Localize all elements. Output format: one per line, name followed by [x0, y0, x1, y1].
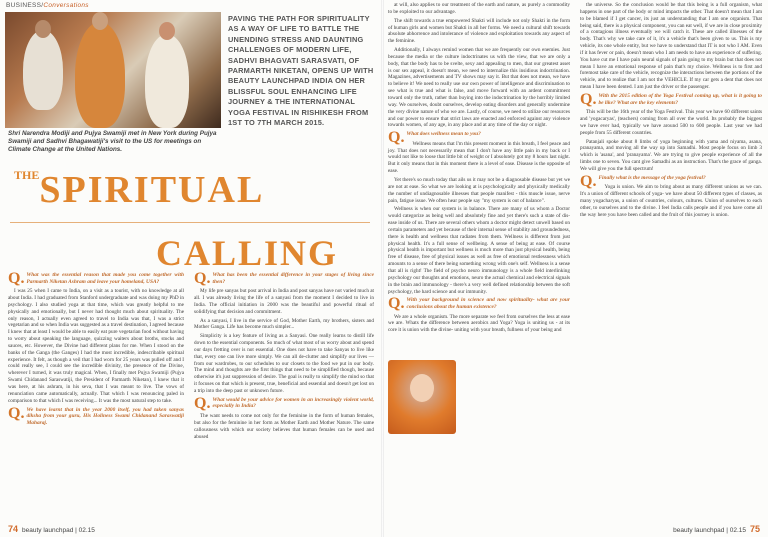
question-mark-glyph: Q. — [388, 295, 405, 313]
photo-figure — [145, 34, 189, 128]
photo-figure-head — [159, 22, 175, 40]
question-text: Finally what is the message of the yoga festival? — [598, 174, 706, 181]
answer-paragraph: Simplicity is a key feature of living as a Sanyasi. One really learns to distill life down to the essential components. So much of what most of us worry about and spend our days fretting over is not essential. One does not have to take Sanyas to live like that, every one can live more simply. We can all de-clutter and simplify our lives — from our wardrobes, to our schedules to our closets to the food we put in our body. The mind and thoughts are the first things that need to be simplified though, because otherwise it's just suppression of desire. The goal is really to simplify the mind so that it focuses on that which is present, true, beneficial and essential and doesn't get lost on a trip into the deep past or unknown future. — [194, 333, 374, 394]
interview-question — [194, 272, 374, 285]
section-label — [6, 2, 89, 9]
answer-paragraph: at will, also applies to our treatment of the earth and nature, as purely a commodity to be exploited to our advantage. — [388, 2, 570, 15]
photo-figure — [75, 22, 125, 128]
left-footer — [4, 524, 95, 534]
sadhvi-portrait-photo — [388, 360, 456, 434]
left-column-1 — [8, 270, 184, 429]
answer-paragraph: Yoga is union. We aim to bring about as many different unions as we can. It's a union of different schools of yoga- we have about 50 different types of classes, as many yogacharyas, a union of countries, colours, cultures. Union of ourselves to each other, to ourselves and to the divine. I feel India calls people and if you have come all the way here you have been called and the fruit of this journey is union. — [580, 184, 762, 218]
question-mark-glyph: Q. — [580, 90, 597, 108]
title-line-2: CALLING — [156, 233, 339, 273]
answer-paragraph: My life pre sanyas but post arrival in India and post sanyas have not varied much at all. I was already living the life of a sanyasi from the moment I decided to live in India. The official initiation in 2000 was the beautiful and powerful ritual of solidifying that decision and commitment. — [194, 288, 374, 315]
right-footer-label: beauty launchpad | 02.15 — [673, 527, 746, 534]
question-mark-glyph: Q. — [388, 129, 405, 147]
question-text: What does wellness mean to you? — [406, 131, 481, 138]
question-text: With your background in science and now spirituality- what are your conclusions about the human existence? — [406, 297, 570, 310]
answer-paragraph: I was 25 when I came to India, on a visit as a tourist, with no knowledge at all about India. I had graduated from Stanford undergraduate and was doing my PhD in psychology. I also studied yoga at that time, which was greatly helpful to me physically and emotionally, but I never had thought much about spirituality. The only reason, I actually even agreed to travel to India was that, I was a strict vegetarian and so when India was suggested as a travel destination, I agreed because I knew that at least I would be able to easily eat pure vegetarian food without having to worry about speaking the language, quizzing waiters about broths, stocks and sauces, etc. However, the Divine had different plans for me. When I stood on the banks of the Ganga (the Ganges) I had the most incredible, indescribable spiritual experience. It felt, as though a veil that I had worn for 25 years was pulled off and I could really see, I could see the incredible divinity, the presence of the Divine, wherever I turned, it was truly magical. When, I finally met Pujya Swamiji (Pujya Swami Chidanand Saraswatiji, the President of Parmarth Niketan), I knew that it was here, at his ashram, in his seva, that I was meant to live. The vows of renunciation came automatically, actually. That which I was renouncing paled in comparison to that which I was receiving... It was the most natural step to take. — [8, 288, 184, 404]
question-mark-glyph: Q. — [194, 394, 211, 412]
intro-blurb: PAVING THE PATH FOR SPIRITUALITY AS A WAY OF LIFE TO BATTLE THE UNENDING STRESS AND DAUNTING CHALLENGES OF MODERN LIFE, SADHVI BHAGVATI SARASVATI, OF PARMARTH NIKETAN, OPENS UP WITH BEAUTY LAUNCHPAD INDIA ON HER BLISSFUL SOUL ENHANCING LIFE JOURNEY & THE INTERNATIONAL YOGA FESTIVAL IN RISHIKESH FROM 1ST TO 7TH MARCH 2015. — [228, 14, 374, 128]
question-text: We have learnt that in the year 2000 itself, you had taken sanyas diksha from your guru, His Holiness Swami Chidanand Saraswatiji Maharaj. — [26, 406, 184, 426]
question-mark-glyph: Q. — [8, 404, 25, 422]
question-mark-glyph: Q. — [580, 172, 597, 190]
answer-paragraph: This will be the 16th year of the Yoga Festival. This year we have 60 different saints and 'yogacaryas', (teachers) coming from all over the world. Its probably the biggest we have ever had, typically we have around 500 to 600 people. Last year we had people from 55 different countries. — [580, 109, 762, 136]
title-line-1: SPIRITUAL — [39, 169, 265, 211]
answer-paragraph: Patanjali spoke about 8 limbs of yoga beginning with yama and niyama, asana, pranayama, and moving all the way up into Samadhi. Most people focus on limb 3 which is 'asana', and 'pranayama'. We are trying to give people experience of all the limbs one to seven. You cant give Samadhi as an instruction. That's the grace of ganga. We will give you the full spectrum! — [580, 138, 762, 172]
answer-paragraph: the universe. So the conclusion would be that this being is a full organism, what happens in one part of the body or mind impacts the other. That doesn't mean that I am to be blamed if I get cancer, its just an understanding that I am one organism. That being said, there is a physical component, you can eat well, if we are in close proximity of a contagious illness eventually we will catch it. These are called illnesses of the body. That's why we take care of it, it's a vehicle that's been given to us. This is my vehicle, its one whole entity, but we have to understand that IT is not who I AM. Even if it has fever or pain, doesn't mean who I am needs to have an experience of suffering. You have cut me I have pain neural signals of pain going to my brain but that does not mean I have an emotional response of pain that's my choice. Wellness is to first and foremost take care of the vehicle, recognize the interactions between the portions of the vehicle, and to realize that I am not the VEHICLE. If my car gets a dent that does not mean I have been dented. I am just the driver or the passenger. — [580, 2, 762, 91]
interview-question — [8, 404, 184, 427]
right-column-1 — [388, 2, 570, 336]
feature-photo — [5, 12, 221, 128]
interview-question — [580, 172, 762, 190]
interview-question — [388, 129, 570, 147]
interview-question — [388, 295, 570, 313]
photo-caption: Shri Narendra Modiji and Pujya Swamiji met in New York during Pujya Swamiji and Sadhvi Bhagawatiji's visit to the US for meetings on Climate Change at the United Nations. — [8, 130, 217, 153]
article-title — [14, 168, 264, 212]
question-mark-glyph: Q. — [194, 270, 211, 287]
photo-figure — [23, 30, 63, 110]
answer-paragraph: Yet there's so much today that ails us it may not be a diagnosable disease but yet we are not at ease. So what we are looking at is psychologically and physically medically the number of undiagnosable illnesses that people manifest - this muscle issue, nerve pain, fatigue issue. We often hear people say "my system is out of balance". — [388, 177, 570, 204]
interview-question — [580, 90, 762, 108]
section-title: BUSINESS/ — [6, 2, 44, 9]
photo-figure-head — [92, 12, 108, 30]
answer-paragraph: Wellness means that I'm this present moment in this breath, I feel peace and joy. That does not necessarily mean that I don't have any little pain in my back or I would not like to loose that little bit of weight or I absolutely got my 8 hours last night. But it only means that in this moment there is a level of ease. Disease is the opposite of ease. — [388, 140, 570, 175]
section-subtitle: Conversations — [43, 2, 89, 9]
left-footer-label: beauty launchpad | 02.15 — [22, 527, 95, 534]
right-page-number: 75 — [749, 524, 760, 534]
question-text: What would be your advice for women in an increasingly violent world, especially in India? — [212, 396, 374, 410]
answer-paragraph: As a sanyasi, I live in the service of God, Mother Earth, my brothers, sisters and Mother Ganga. Life has become much simpler... — [194, 317, 374, 331]
answer-paragraph: We are a whole organism. The more separate we feel from ourselves the less at ease we are. Whats the difference between aerobics and Yoga? Yoga is uniting us - at its core it is union with the divine- uniting with your breath, fullness of your being and — [388, 313, 570, 334]
title-divider — [10, 222, 370, 223]
right-footer — [673, 524, 764, 534]
left-page — [0, 0, 382, 537]
photo-figure-head — [35, 20, 51, 38]
answer-paragraph: Wellness is when our system is in balance. There are many of us whom a Doctor would categorize as being well and absolutely fine and yet there's such a state of dis-ease inside of us. There are several others whom a doctor might detect unwell based on certain parameters and yet because of their internal sense of stability and groundedness, there is health and wellness that radiates from them. Wellness is different from just physical health. It's a full sense of wellbeing. A sense of being at ease. Of course physical health is important but wellness is much more than just physical health, being free of disease, free of physical issues as well as free of emotional restlessness which amounts to a sense of there being something wrong with one's self. Wellness is a sense that all is right! The field of psycho neuro immunology is a whole field interlinking psychology our thoughts and emotions, neuro the actual chemical and electrical signals in the brain and immunology - there's a very well defined relationship between the soft psychology, the hard science and our immunity. — [388, 206, 570, 295]
answer-paragraph: Additionally, I always remind women that we are frequently our own enemies. Just because the media or the culture indoctrinates us with the view, that we are only a body, that the body has to be svelte, sexy and appealing to men, that our greatest asset is our sex appeal, it doesn't mean, we need to internalize this insidious indoctrination. Magazines, advertisements and TV shows may say it. But that does not mean, we have to believe it! We need to really use our own power of intelligence and discrimination to see what is true and what is false, and move forward with an ardent commitment toward only the truth, rather than buying into the indoctrination by the horribly limited way. We ourselves, doubt ourselves, develop eating disorders and generally undermine the very divine nature of who we are. Lastly, of course, we need to utilize our resources and our power to ensure that strict laws are enacted and enforced against any violence towards women, of any age, in any place and at any time of the day or night. — [388, 47, 570, 129]
right-column-2 — [580, 2, 762, 221]
question-text: What has been the essential difference in your stages of living since then? — [212, 272, 374, 285]
right-page — [384, 0, 768, 537]
answer-paragraph: The shift towards a true empowered Shakti will include not only Shakti in the form of human girls and women but Shakti in all her forms. We need a cultural shift towards absolute abhorrence and intolerance of violence and exploitation towards any aspect of the feminine. — [388, 17, 570, 45]
title-article: THE — [14, 168, 40, 182]
portrait-face — [410, 374, 434, 402]
answer-paragraph: The want needs to come not only for the feminine in the form of human females, but also for the feminine in her form as Mother Earth and Mother Nature. The same callousness with which our society believes that human females can be used and abused — [194, 413, 374, 440]
question-text: With the 2015 edition of the Yoga Festival coming up, what is it going to be like? What are the key elements? — [598, 92, 762, 106]
question-text: What was the essential reason that made you come together with Parmarth Niketan Ashram and leave your homeland, USA? — [26, 272, 184, 285]
left-column-2 — [194, 270, 374, 442]
interview-question — [8, 272, 184, 285]
left-page-number: 74 — [8, 524, 19, 534]
interview-question — [194, 394, 374, 412]
question-mark-glyph: Q. — [8, 270, 25, 287]
